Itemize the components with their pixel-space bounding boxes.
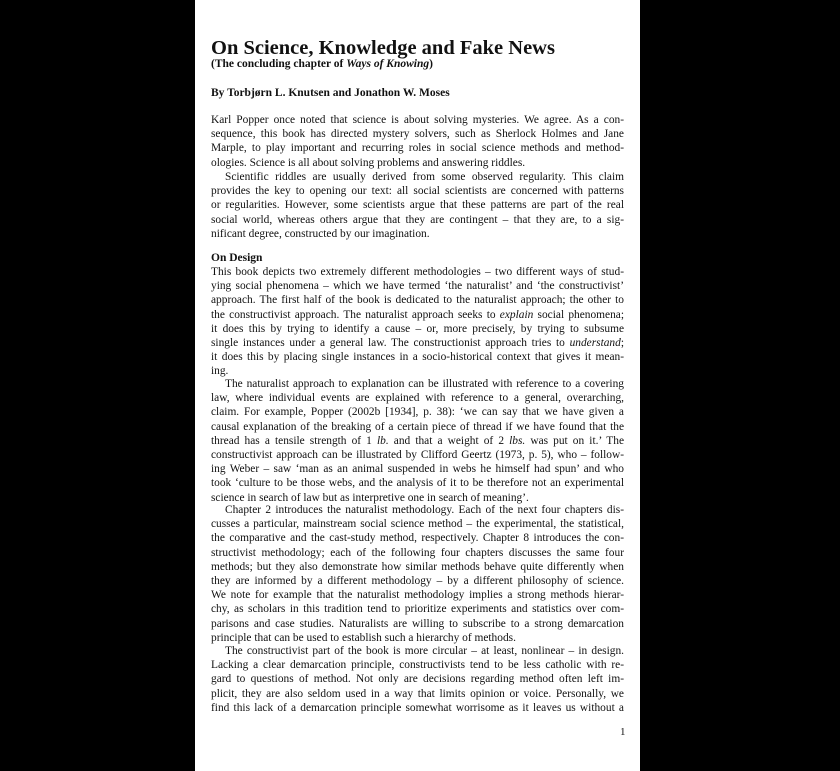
section-paragraph-1 <box>211 265 624 379</box>
text-run: ; <box>620 336 624 349</box>
text-line: sequence, this book has directed mystery solvers, such as Sherlock Holmes and Jane <box>211 128 624 141</box>
text-line: ologies. Science is all about solving problems and answering riddles. <box>211 156 526 169</box>
text-line: chy, as scholars in this tradition tend to prioritize experiments and statistics over com- <box>211 603 624 616</box>
text-run: was put on it.’ The <box>525 434 625 447</box>
text-line: parisons and case studies. Naturalists are willing to subscribe to a strong demarcation <box>211 617 624 630</box>
text-line: social world, whereas others argue that they are contingent – that they are, to a sig- <box>211 213 624 226</box>
text-line: structivist methodology; each of the following four chapters discusses the same four <box>211 546 624 559</box>
text-line: Karl Popper once noted that science is about solving mysteries. We agree. As a con- <box>211 114 624 126</box>
text-line <box>211 434 624 448</box>
section-heading: On Design <box>211 252 263 264</box>
text-line: find this lack of a demarcation principle somewhat worrisome as it leaves us without a <box>211 701 624 714</box>
emphasis-text: lbs. <box>509 434 526 447</box>
text-line: or regularities. However, some scientists argue that these patterns are part of the real <box>211 199 624 212</box>
text-line: constructivist approach can be illustrated by Clifford Geertz (1973, p. 5), who – follow- <box>211 448 624 461</box>
text-run: thread has a tensile strength of 1 <box>211 434 377 447</box>
document-title: On Science, Knowledge and Fake News <box>211 37 555 59</box>
emphasis-text: explain <box>499 308 534 321</box>
text-line: Lacking a clear demarcation principle, constructivists tend to be less catholic with re- <box>211 659 624 672</box>
emphasis-text: lb. <box>376 434 389 447</box>
text-line: Chapter 2 introduces the naturalist methodology. Each of the next four chapters dis- <box>225 504 624 516</box>
document-page <box>195 0 640 771</box>
subtitle-suffix: ) <box>429 58 433 70</box>
text-line: cusses a particular, mainstream social science method – the experimental, the statistical, <box>211 518 624 531</box>
intro-paragraph-2 <box>211 170 624 241</box>
text-line: claim. For example, Popper (2002b [1934], p. 38): ‘we can say that we have given a <box>211 406 624 419</box>
text-line: We note for example that the naturalist methodology implies a strong methods hierar- <box>211 589 624 602</box>
text-line: methods; but they also demonstrate how similar methods behave quite differently when <box>211 560 624 573</box>
text-line: took ‘culture to be those webs, and the analysis of it to be therefore not an experimental <box>211 477 624 490</box>
subtitle-prefix: (The concluding chapter of <box>211 58 347 70</box>
text-line: principle that can be used to establish such a hierarchy of methods. <box>211 631 516 644</box>
text-run: single instances under a general law. The constructionist approach tries to <box>211 336 570 349</box>
text-line: science in search of law but as interpretive one in search of meaning’. <box>211 491 529 504</box>
text-line: The naturalist approach to explanation can be illustrated with reference to a covering <box>225 378 624 390</box>
text-run: the constructivist approach. The naturalist approach seeks to <box>211 308 500 321</box>
text-run: and that a weight of 2 <box>388 434 510 447</box>
text-line: This book depicts two extremely different methodologies – two different ways of stud- <box>211 266 624 278</box>
text-line: Scientific riddles are usually derived from some observed regularity. This claim <box>225 171 624 183</box>
text-line: provides the key to opening our text: all social scientists are concerned with patterns <box>211 185 624 198</box>
text-line: The constructivist part of the book is more circular – at least, nonlinear – in design. <box>225 645 624 657</box>
text-line: gard to questions of method. Not only are decisions regarding method often left im- <box>211 673 624 686</box>
text-line: approach. The first half of the book is dedicated to the naturalist approach; the other to <box>211 294 624 307</box>
text-line: Marple, to play important and recurring roles in social science methods and method- <box>211 142 624 155</box>
text-line <box>211 308 624 322</box>
text-run: social phenomena; <box>533 308 625 321</box>
subtitle-book-title: Ways of Knowing <box>346 58 430 70</box>
text-line: law, where individual events are explained with reference to a general, overarching, <box>211 392 624 405</box>
document-subtitle <box>211 58 433 70</box>
text-line: plicit, they are also seldom used in a way that limits opinion or voice. Personally, we <box>211 687 624 700</box>
text-line: it does this by trying to identify a cause – or, more precisely, by trying to subsume <box>211 322 624 335</box>
text-line: ing Weber – saw ‘man as an animal suspended in webs he himself had spun’ and who <box>211 463 624 476</box>
emphasis-text: understand <box>569 336 621 349</box>
text-line: the comparative and the cast-study method, respectively. Chapter 8 introduces the con- <box>211 532 624 545</box>
section-paragraph-3 <box>211 503 624 645</box>
text-line: nificant degree, constructed by our imagination. <box>211 227 430 240</box>
text-line <box>211 336 624 350</box>
section-paragraph-4 <box>211 644 624 715</box>
text-line: ing. <box>211 365 229 378</box>
page-number: 1 <box>620 726 626 738</box>
intro-paragraph-1 <box>211 113 624 170</box>
text-line: ying social phenomena – which we have termed ‘the naturalist’ and ‘the constructivist’ <box>211 280 624 293</box>
document-authors: By Torbjørn L. Knutsen and Jonathon W. Moses <box>211 87 450 99</box>
text-line: causal explanation of the breaking of a certain piece of thread if we have found that the <box>211 420 624 433</box>
text-line: it does this by placing single instances in a socio-historical context that gives it mean- <box>211 351 624 364</box>
text-line: they are informed by a different methodology – by a different philosophy of science. <box>211 574 624 587</box>
section-paragraph-2 <box>211 377 624 505</box>
